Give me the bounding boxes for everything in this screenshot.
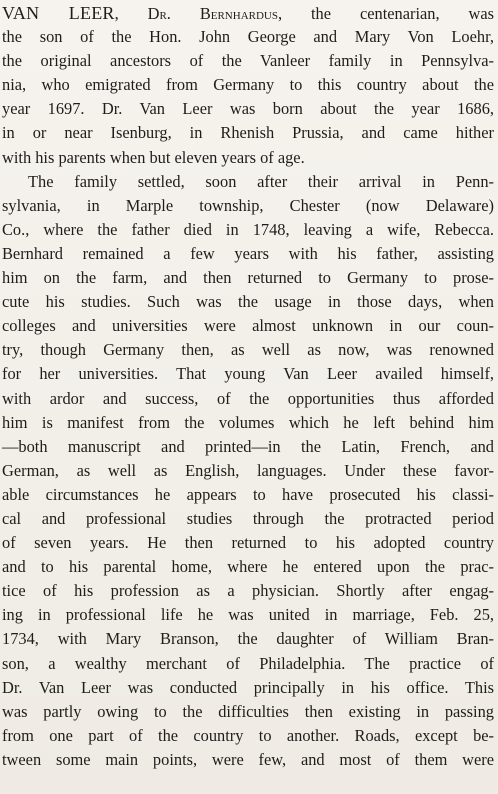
text-line-16: for her universities. That young Van Leer availed himself,: [2, 364, 494, 384]
text-line-32: tween some main points, were few, and most of them were: [2, 749, 494, 769]
subject-name: VAN LEER: [2, 3, 115, 23]
text-line-25: tice of his profession as a physician. Shortly after engag-: [2, 581, 494, 601]
paragraph-1: [2, 1, 494, 170]
text-line-18: him is manifest from the volumes which he left behind him: [2, 412, 494, 432]
text-line-26: ing in professional life he was united in marriage, Feb. 25,: [2, 605, 494, 625]
text-line-1: VAN LEER, Dr. Bernhardus, the centenarian, was: [2, 3, 494, 23]
text-line-12: him on the farm, and then returned to Germany to prose-: [2, 268, 494, 288]
text-line-5: year 1697. Dr. Van Leer was born about the year 1686,: [2, 99, 494, 119]
text-line-29: Dr. Van Leer was conducted principally in his office. This: [2, 677, 494, 697]
text-line-19: —both manuscript and printed—in the Latin, French, and: [2, 436, 494, 456]
text-line-30: was partly owing to the difficulties then existing in passing: [2, 701, 494, 721]
text-line-24: and to his parental home, where he entered upon the prac-: [2, 557, 494, 577]
text-line-22: cal and professional studies through the protracted period: [2, 508, 494, 528]
text-line-20: German, as well as English, languages. Under these favor-: [2, 460, 494, 480]
text-line-6: in or near Isenburg, in Rhenish Prussia, and came hither: [2, 123, 494, 143]
text-line-2: the son of the Hon. John George and Mary Von Loehr,: [2, 27, 494, 47]
text-line-10: Co., where the father died in 1748, leaving a wife, Rebecca.: [2, 219, 494, 239]
article-text: [2, 1, 494, 772]
text-line-4: nia, who emigrated from Germany to this country about the: [2, 75, 494, 95]
subject-title: Dr. Bernhardus: [147, 4, 278, 23]
text-line-11: Bernhard remained a few years with his father, assisting: [2, 243, 494, 263]
paragraph-2: [2, 170, 494, 772]
text-line-14: colleges and universities were almost unknown in our coun-: [2, 316, 494, 336]
text-line-28: son, a wealthy merchant of Philadelphia. The practice of: [2, 653, 494, 673]
text-line-17: with ardor and success, of the opportunities thus afforded: [2, 388, 494, 408]
text-line-23: of seven years. He then returned to his adopted country: [2, 533, 494, 553]
text-line-3: the original ancestors of the Vanleer family in Pennsylva-: [2, 51, 494, 71]
text-line-13: cute his studies. Such was the usage in those days, when: [2, 292, 494, 312]
text-line-9: sylvania, in Marple township, Chester (now Delaware): [2, 195, 494, 215]
text-line-15: try, though Germany then, as well as now, was renowned: [2, 340, 494, 360]
text-line-21: able circumstances he appears to have prosecuted his classi-: [2, 484, 494, 504]
text-line-8: The family settled, soon after their arrival in Penn-: [28, 171, 494, 191]
text-line-31: from one part of the country to another. Roads, except be-: [2, 725, 494, 745]
text-line-27: 1734, with Mary Branson, the daughter of William Bran-: [2, 629, 494, 649]
text-line-7: with his parents when but eleven years of age.: [2, 147, 305, 167]
